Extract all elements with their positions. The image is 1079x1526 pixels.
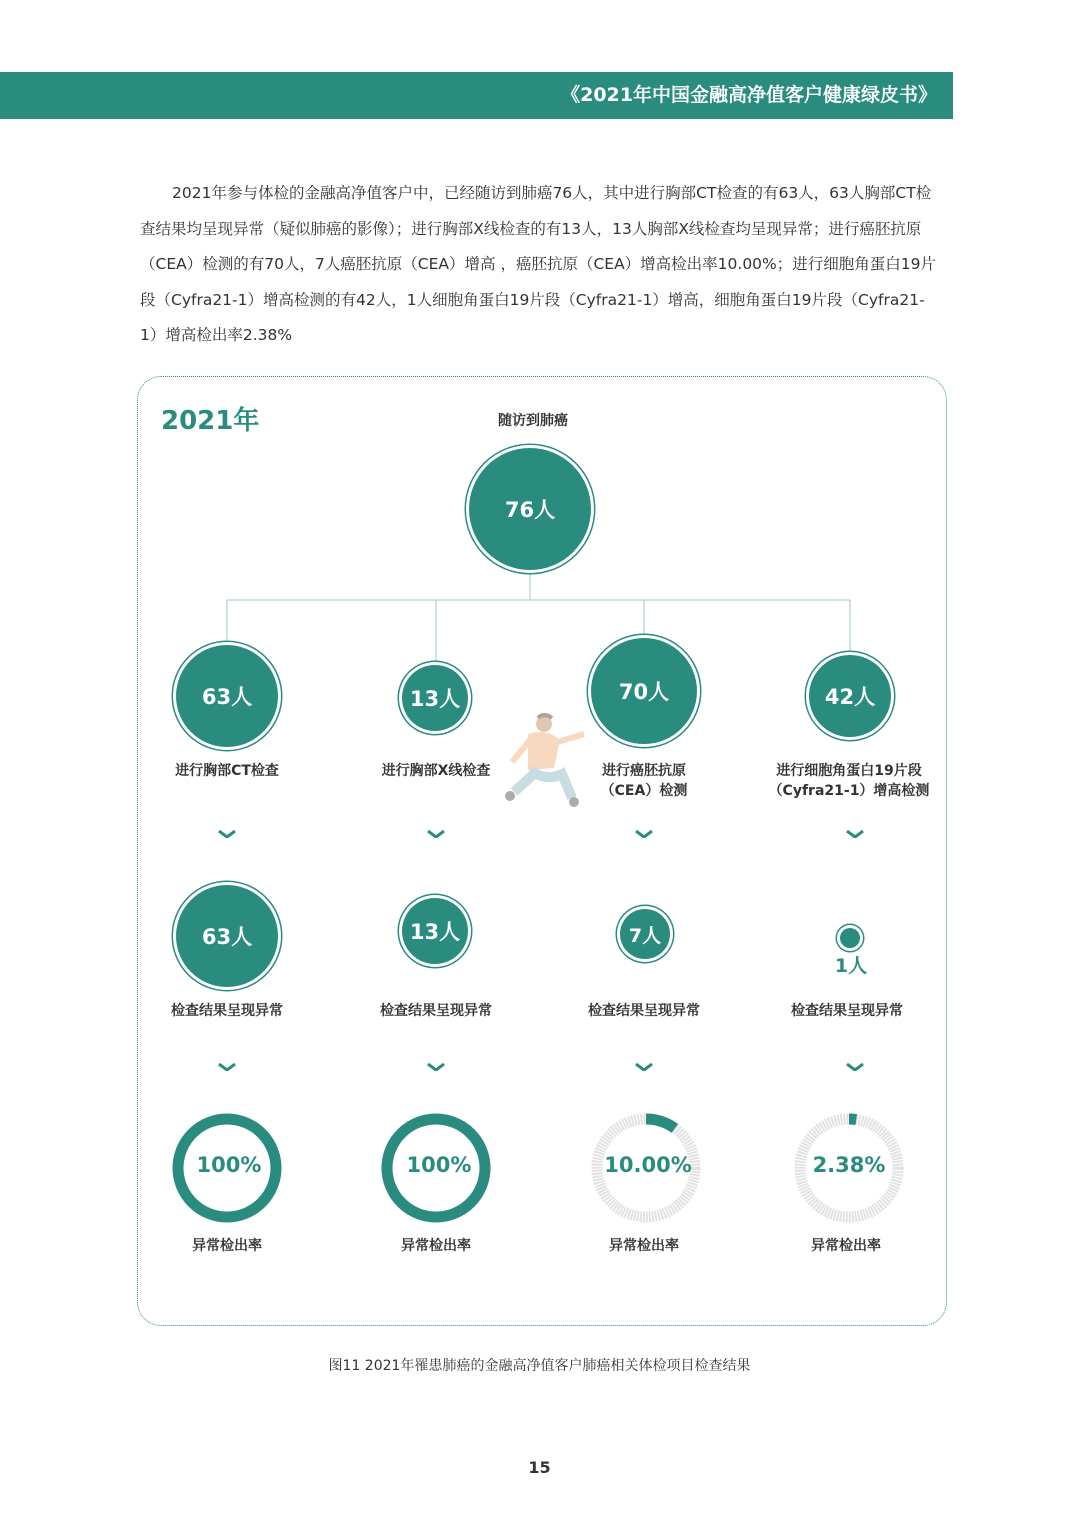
abnormal-circle-ct: 63人	[176, 885, 278, 987]
page-number: 15	[528, 1458, 551, 1477]
chevron-down-icon	[218, 1063, 236, 1071]
abnormal-label-cyfra: 检查结果呈现异常	[791, 1003, 903, 1019]
abnormal-label-cea: 检查结果呈现异常	[588, 1003, 700, 1019]
root-label: 随访到肺癌	[498, 413, 568, 429]
test-label-cea: 进行癌胚抗原 （CEA）检测	[600, 763, 688, 799]
abnormal-circle-cea: 7人	[620, 909, 670, 959]
test-label-xray: 进行胸部X线检查	[381, 763, 491, 779]
chevron-down-icon	[635, 830, 653, 838]
chevron-down-icon	[846, 830, 864, 838]
chevron-down-icon	[218, 830, 236, 838]
rate-label-cea: 异常检出率	[609, 1238, 679, 1254]
header-band	[0, 72, 953, 119]
running-person-illustration	[498, 712, 590, 812]
abnormal-circle-xray: 13人	[402, 898, 468, 964]
chevron-down-icon	[635, 1063, 653, 1071]
tested-circle-cyfra: 42人	[809, 655, 891, 737]
abnormal-label-ct: 检查结果呈现异常	[171, 1003, 283, 1019]
figure-caption: 图11 2021年罹患肺癌的金融高净值客户肺癌相关体检项目检查结果	[328, 1358, 751, 1374]
tested-circle-xray: 13人	[402, 665, 468, 731]
rate-label-ct: 异常检出率	[192, 1238, 262, 1254]
chevron-down-icon	[846, 1063, 864, 1071]
chevron-down-icon	[427, 1063, 445, 1071]
abnormal-label-xray: 检查结果呈现异常	[380, 1003, 492, 1019]
test-label-cyfra: 进行细胞角蛋白19片段 （Cyfra21-1）增高检测	[768, 763, 930, 799]
intro-paragraph: 2021年参与体检的金融高净值客户中，已经随访到肺癌76人，其中进行胸部CT检查的有63人，63人胸部CT检查结果均呈现异常（疑似肺癌的影像）；进行胸部X线检查的有13人，13人胸部X线检查均呈现异常；进行癌胚抗原（CEA）检测的有70人，7人癌胚抗原（CEA）增高 ，癌胚抗原（CEA）增高检出率10.00%；进行细胞角蛋白19片段（Cyfra21-1）增高检测的有42人，1人细胞角蛋白19片段（Cyfra21-1）增高，细胞角蛋白19片段（Cyfra21-1）增高检出率2.38%	[140, 184, 936, 344]
rate-value-ct: 100%	[196, 1153, 262, 1177]
rate-label-xray: 异常检出率	[401, 1238, 471, 1254]
abnormal-count-cyfra: 1人	[834, 955, 868, 977]
figure-year: 2021年	[161, 406, 260, 436]
root-count-circle: 76人	[469, 448, 591, 570]
tested-circle-cea: 70人	[591, 638, 697, 744]
test-label-ct: 进行胸部CT检查	[175, 763, 279, 779]
rate-value-cyfra: 2.38%	[812, 1153, 886, 1177]
header-title: 《2021年中国金融高净值客户健康绿皮书》	[561, 84, 937, 106]
tested-circle-ct: 63人	[176, 645, 278, 747]
abnormal-dot-cyfra	[840, 928, 860, 948]
rate-value-cea: 10.00%	[604, 1153, 692, 1177]
rate-value-xray: 100%	[406, 1153, 472, 1177]
rate-label-cyfra: 异常检出率	[811, 1238, 881, 1254]
chevron-down-icon	[427, 830, 445, 838]
